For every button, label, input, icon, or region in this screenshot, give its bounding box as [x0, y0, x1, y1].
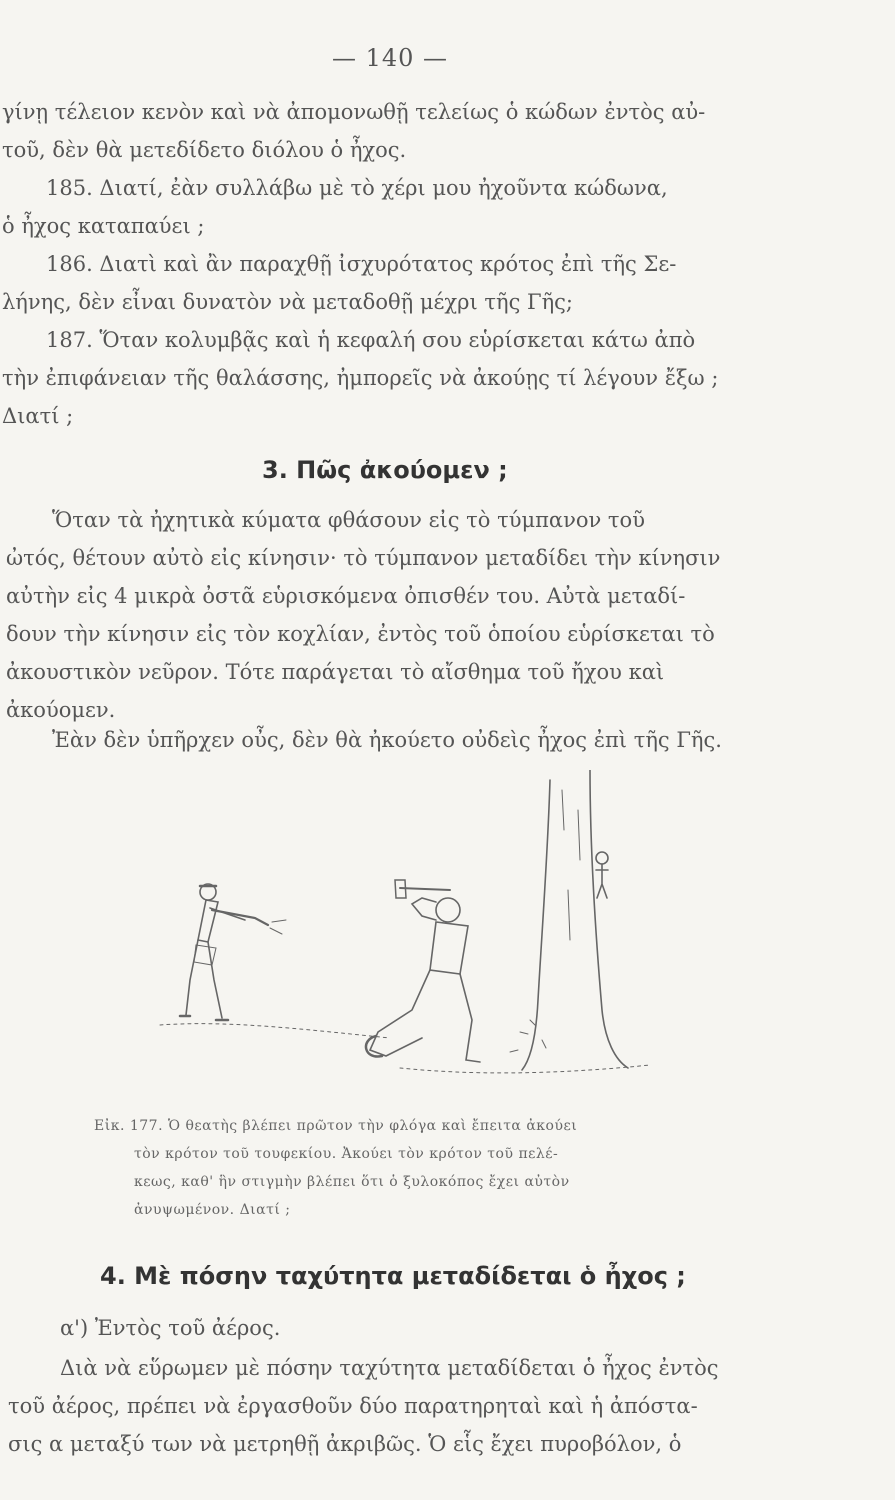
figure-177-illustration: [150, 770, 730, 1090]
figure-caption-line: Εἰκ. 177. Ὁ θεατὴς βλέπει πρῶτον τὴν φλόγα καὶ ἔπειτα ἀκούει: [94, 1118, 578, 1134]
section-3-title: 3. Πῶς ἀκούομεν ;: [262, 456, 508, 484]
text-line: αὐτὴν εἰς 4 μικρὰ ὀστᾶ εὑρισκόμενα ὀπισθέν του. Αὐτὰ μεταδί-: [6, 584, 686, 608]
section-4-subtitle: α') Ἐντὸς τοῦ ἀέρος.: [60, 1316, 281, 1340]
figure-caption-line: κεως, καθ' ἣν στιγμὴν βλέπει ὅτι ὁ ξυλοκόπος ἔχει αὐτὸν: [134, 1174, 570, 1190]
text-line: τοῦ ἀέρος, πρέπει νὰ ἐργασθοῦν δύο παρατηρηταὶ καὶ ἡ ἀπόστα-: [8, 1394, 698, 1418]
figure-caption-line: τὸν κρότον τοῦ τουφεκίου. Ἀκούει τὸν κρότον τοῦ πελέ-: [134, 1146, 559, 1162]
text-line: ὁ ἦχος καταπαύει ;: [2, 214, 205, 238]
text-line: Ὅταν τὰ ἠχητικὰ κύματα φθάσουν εἰς τὸ τύμπανον τοῦ: [52, 508, 645, 532]
figure-caption-line: ἀνυψωμένον. Διατί ;: [134, 1202, 291, 1218]
text-line: ἀκουστικὸν νεῦρον. Τότε παράγεται τὸ αἴσθημα τοῦ ἤχου καὶ: [6, 660, 665, 684]
page-number: — 140 —: [331, 44, 449, 72]
text-line: τὴν ἐπιφάνειαν τῆς θαλάσσης, ἠμπορεῖς νὰ ἀκούῃς τί λέγουν ἔξω ;: [2, 366, 719, 390]
question-185: 185. Διατί, ἐὰν συλλάβω μὲ τὸ χέρι μου ἠχοῦντα κώδωνα,: [46, 176, 668, 200]
text-line: Διὰ νὰ εὕρωμεν μὲ πόσην ταχύτητα μεταδίδεται ὁ ἦχος ἐντὸς: [60, 1356, 719, 1380]
question-187: 187. Ὅταν κολυμβᾷς καὶ ἡ κεφαλή σου εὑρίσκεται κάτω ἀπὸ: [46, 328, 696, 352]
text-line: δουν τὴν κίνησιν εἰς τὸν κοχλίαν, ἐντὸς τοῦ ὁποίου εὑρίσκεται τὸ: [6, 622, 715, 646]
question-186: 186. Διατὶ καὶ ἂν παραχθῇ ἰσχυρότατος κρότος ἐπὶ τῆς Σε-: [46, 252, 677, 276]
text-line: ἀκούομεν.: [6, 698, 116, 722]
text-line: λήνης, δὲν εἶναι δυνατὸν νὰ μεταδοθῇ μέχρι τῆς Γῆς;: [2, 290, 573, 314]
tree-trunk-left-icon: [522, 780, 550, 1070]
text-line: τοῦ, δὲν θὰ μετεδίδετο διόλου ὁ ἦχος.: [2, 138, 407, 162]
text-line: ὠτός, θέτουν αὐτὸ εἰς κίνησιν· τὸ τύμπανον μεταδίδει τὴν κίνησιν: [6, 546, 721, 570]
text-line: Ἐὰν δὲν ὑπῆρχεν οὖς, δὲν θὰ ἠκούετο οὐδεὶς ἦχος ἐπὶ τῆς Γῆς.: [52, 728, 722, 752]
section-4-title: 4. Μὲ πόσην ταχύτητα μεταδίδεται ὁ ἦχος ;: [100, 1262, 686, 1290]
text-line: σις α μεταξύ των νὰ μετρηθῇ ἀκριβῶς. Ὁ εἷς ἔχει πυροβόλον, ὁ: [8, 1432, 682, 1456]
text-line: Διατί ;: [2, 404, 74, 428]
text-line: γίνῃ τέλειον κενὸν καὶ νὰ ἀπομονωθῇ τελείως ὁ κώδων ἐντὸς αὐ-: [2, 100, 706, 124]
tree-trunk-right-icon: [590, 770, 628, 1068]
